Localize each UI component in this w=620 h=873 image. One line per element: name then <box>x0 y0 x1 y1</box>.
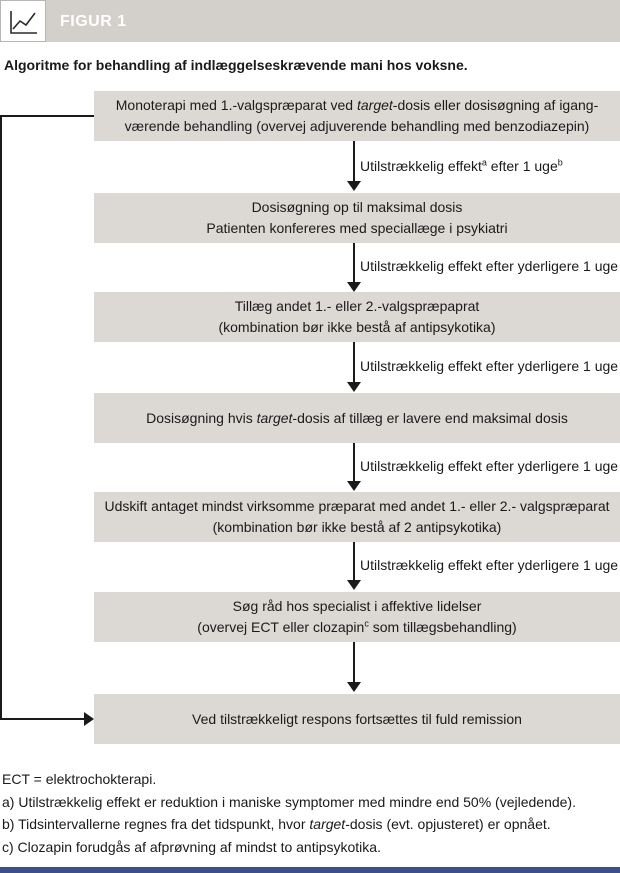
figure-header <box>0 0 620 42</box>
arrowhead-1 <box>347 181 361 191</box>
connector-4 <box>353 443 355 481</box>
edge-label-3: Utilstrækkelig effekt efter yderligere 1 uge <box>360 358 619 374</box>
step-6-line-2: (overvej ECT eller clozapin$^c$ som tillægsbehandling) <box>197 618 517 635</box>
connector-2 <box>353 243 355 282</box>
bracket-top <box>0 115 94 117</box>
arrowhead-5 <box>347 580 361 590</box>
step-3-line-2: (kombination bør ikke bestå af antipsykotika) <box>218 319 496 335</box>
bottom-rule <box>0 867 620 873</box>
arrowhead-4 <box>347 481 361 491</box>
edge-label-4: Utilstrækkelig effekt efter yderligere 1 uge <box>360 458 619 474</box>
line-chart-icon <box>0 0 46 42</box>
figure-title: FIGUR 1 <box>60 13 127 30</box>
step-6-line-1: Søg råd hos specialist i affektive lidelser <box>232 598 482 614</box>
step-1-line-2: værende behandling (overvej adjuverende behandling med benzodiazepin) <box>124 118 590 134</box>
step-box-2 <box>94 193 620 243</box>
edge-label-1: Utilstrækkelig effekt$^a$ efter 1 uge$^b$ <box>360 157 563 174</box>
step-box-4 <box>94 393 620 443</box>
footnote-ect: ECT = elektrochokterapi. <box>2 771 157 787</box>
footnote-a: a) Utilstrækkelig effekt er reduktion i maniske symptomer med mindre end 50% (vejledende). <box>2 793 576 810</box>
step-2-line-1: Dosisøgning op til maksimal dosis <box>251 199 463 215</box>
figure-subtitle: Algoritme for behandling af indlæggelseskrævende mani hos voksne. <box>4 57 468 73</box>
connector-5 <box>353 542 355 580</box>
step-box-7 <box>94 694 620 744</box>
step-7-line-1: Ved tilstrækkeligt respons fortsættes til fuld remission <box>192 710 522 727</box>
step-box-6 <box>94 592 620 642</box>
step-3-line-1: Tillæg andet 1.- eller 2.-valgspræpaprat <box>234 298 480 314</box>
arrowhead-2 <box>347 282 361 292</box>
step-box-1 <box>94 91 620 141</box>
bracket-arrowhead <box>84 712 94 726</box>
connector-3 <box>353 342 355 382</box>
step-5-line-2: (kombination bør ikke bestå af 2 antipsykotika) <box>212 519 502 535</box>
step-4-line-1: Dosisøgning hvis target-dosis af tillæg er lavere end maksimal dosis <box>146 409 568 426</box>
connector-6 <box>353 642 355 682</box>
arrowhead-6 <box>347 682 361 692</box>
step-1-line-1: Monoterapi med 1.-valgspræparat ved target-dosis eller dosisøgning af igang- <box>115 97 599 113</box>
footnotes <box>2 768 576 858</box>
connector-1 <box>353 141 355 181</box>
footnote-c: c) Clozapin forudgås af afprøvning af mindst to antipsykotika. <box>2 838 381 855</box>
edge-label-2: Utilstrækkelig effekt efter yderligere 1 uge <box>360 258 619 274</box>
arrowhead-3 <box>347 382 361 392</box>
footnote-b: b) Tidsintervallerne regnes fra det tidspunkt, hvor target-dosis (evt. opjusteret) er opnået. <box>2 816 551 832</box>
step-box-5 <box>94 492 620 542</box>
step-5-line-1: Udskift antaget mindst virksomme præparat med andet 1.- eller 2.- valgspræparat <box>104 498 610 514</box>
step-box-3 <box>94 292 620 342</box>
edge-label-5: Utilstrækkelig effekt efter yderligere 1 uge <box>360 557 619 573</box>
bracket-vertical <box>0 115 2 719</box>
step-2-line-2: Patienten konfereres med speciallæge i psykiatri <box>206 220 508 236</box>
bracket-bottom <box>0 718 86 720</box>
